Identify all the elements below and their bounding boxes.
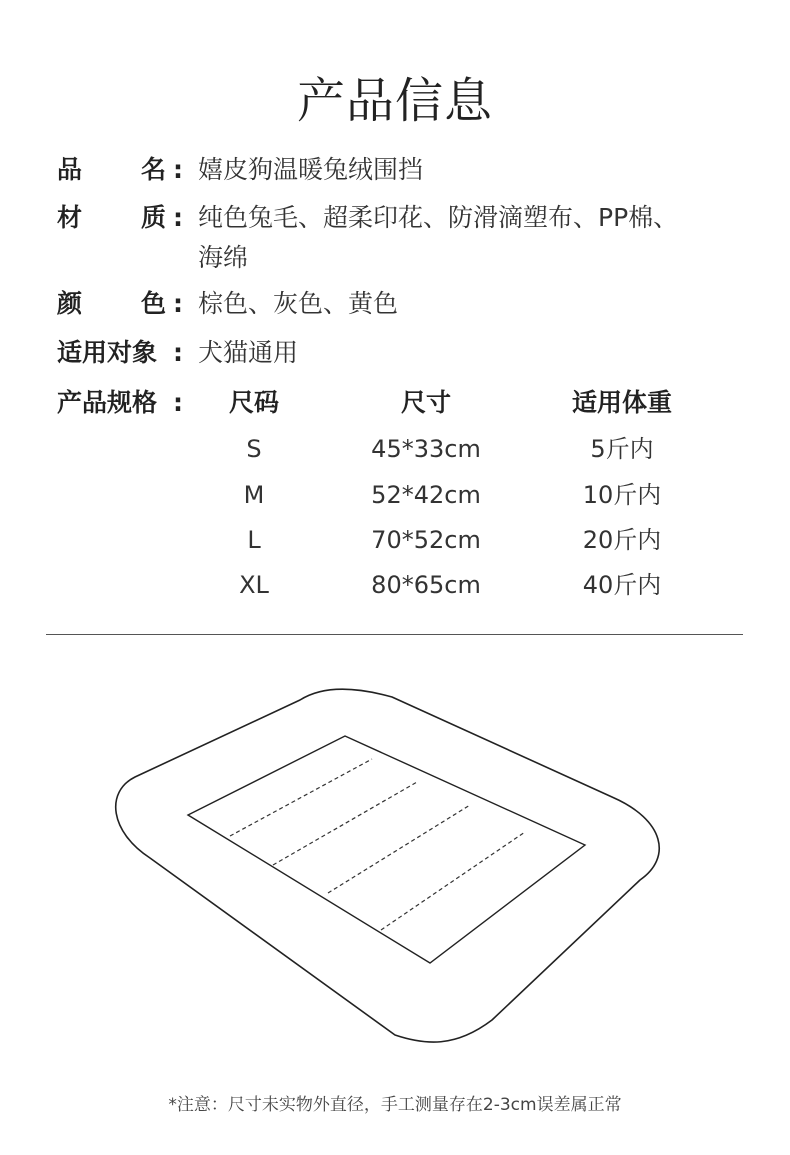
spec-cell: 40斤内 [582, 571, 662, 599]
label-text: 适用对象 [57, 338, 158, 367]
mat-illustration [0, 640, 790, 1070]
spec-cell: 70*52cm [371, 526, 481, 554]
spec-cell: 45*33cm [371, 435, 481, 463]
product-name-value: 嬉皮狗温暖兔绒围挡 [198, 155, 424, 184]
divider [46, 634, 743, 635]
spec-cell: 20斤内 [582, 526, 662, 554]
footnote: *注意：尺寸未实物外直径，手工测量存在2-3cm误差属正常 [168, 1095, 622, 1115]
label-char: 品 [57, 155, 83, 184]
label-char: 质 [141, 203, 167, 232]
label-char: 材 [57, 203, 83, 232]
material-value-line-1: 纯色兔毛、超柔印花、防滑滴塑布、PP棉、 [198, 203, 679, 232]
spec-cell: 52*42cm [371, 481, 481, 509]
spec-cell: M [243, 481, 265, 509]
colon: : [173, 289, 183, 318]
spec-cell: 10斤内 [582, 481, 662, 509]
label-char: 颜 [57, 289, 83, 318]
spec-cell: 80*65cm [371, 571, 481, 599]
stitch-line [328, 805, 470, 893]
label-char: 名 [141, 155, 167, 184]
label-text: 产品规格 [57, 388, 158, 417]
spec-cell: XL [239, 571, 269, 599]
material-value-line-2: 海绵 [198, 243, 249, 272]
colon: : [173, 388, 183, 417]
spec-cell: 5斤内 [590, 435, 654, 463]
stitch-line [230, 759, 372, 836]
colon: : [173, 203, 183, 232]
page-title: 产品信息 [296, 73, 493, 129]
spec-header-size: 尺码 [228, 388, 279, 417]
target-value: 犬猫通用 [198, 338, 299, 367]
mat-outer-outline [116, 689, 660, 1042]
stitch-line [273, 782, 417, 865]
label-char: 色 [141, 289, 167, 318]
spec-cell: L [247, 526, 261, 554]
colon: : [173, 155, 183, 184]
color-value: 棕色、灰色、黄色 [198, 289, 399, 318]
colon: : [173, 338, 183, 367]
spec-header-weight: 适用体重 [571, 388, 672, 417]
spec-header-dimensions: 尺寸 [400, 388, 451, 417]
spec-cell: S [246, 435, 262, 463]
